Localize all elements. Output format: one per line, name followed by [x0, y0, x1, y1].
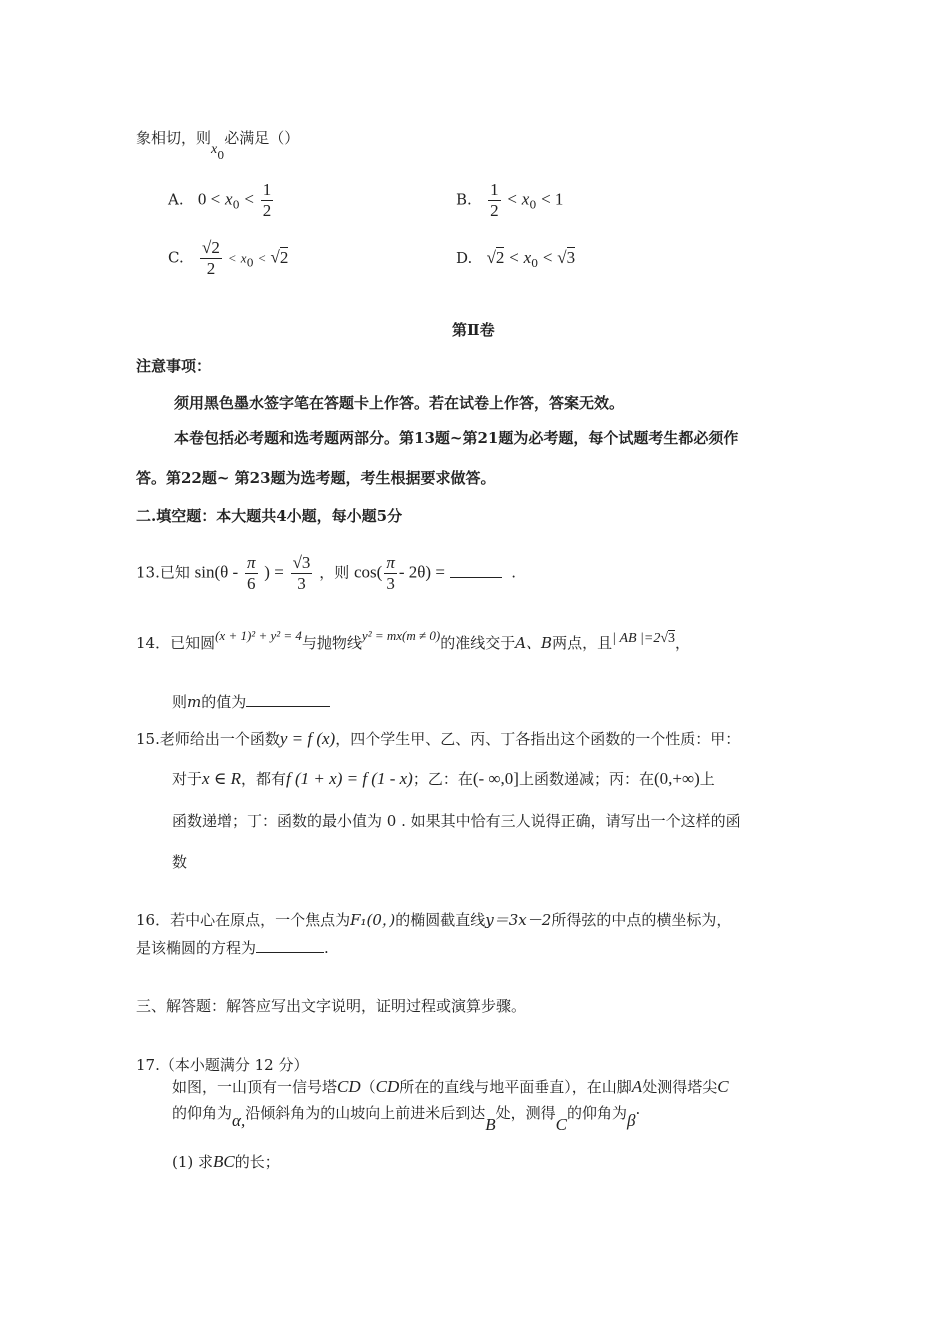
answer-blank[interactable]: [256, 952, 324, 953]
q15-line2: 对于x ∈ R，都有f (1 + x) = f (1 - x)；乙：在(- ∞,0]上函数递减；丙：在(0,+∞)上: [172, 769, 715, 788]
q17-line2: 的仰角为α,沿倾斜角为的山坡向上前进米后到达B处，测得C的仰角为β·: [172, 1104, 641, 1134]
q15-line1: 15.老师给出一个函数y = f (x)，四个学生甲、乙、丙、丁各指出这个函数的一个性质：甲：: [136, 729, 741, 748]
q14-line2: 则m的值为: [172, 692, 330, 712]
answer-blank[interactable]: [246, 706, 330, 707]
notice-line2: 本卷包括必考题和选考题两部分。第13题~第21题为必考题，每个试题考生都必须作: [174, 429, 739, 447]
notice-heading: 注意事项：: [136, 357, 212, 375]
fraction: $\frac{\pi}{6}$: [246, 553, 256, 593]
q17-sub1: (1) 求BC的长；: [172, 1152, 280, 1171]
notice-line1: 须用黑色墨水签字笔在答题卡上作答。若在试卷上作答，答案无效。: [174, 394, 625, 412]
section2-heading: 二.填空题：本大题共4小题，每小题5分: [136, 507, 403, 525]
q16-line1: 16．若中心在原点，一个焦点为F₁(0，)的椭圆截直线y＝3x－2所得弦的中点的横坐标为，: [136, 911, 732, 929]
fraction: $\frac{√3}{3}$: [292, 553, 311, 593]
fraction: $\frac{√2}{2}$: [202, 238, 220, 278]
q16-line2: 是该椭圆的方程为 .: [136, 939, 329, 957]
q17-line1: 如图，一山顶有一信号塔CD（CD所在的直线与地平面垂直），在山脚A处测得塔尖C: [172, 1077, 729, 1096]
option-a: A. $0 < x_0$ < $\frac{1}{2}$: [168, 180, 272, 220]
fraction: $\frac{\pi}{3}$: [386, 553, 395, 593]
answer-blank[interactable]: [450, 577, 502, 578]
q15-line4: 数: [172, 853, 188, 871]
option-c: C. $\frac{√2}{2}$ < $x_0 < √2$: [168, 238, 289, 278]
q17-header: 17.（本小题满分 12 分）: [136, 1056, 309, 1074]
notice-line3: 答。第22题~ 第23题为选考题，考生根据要求做答。: [136, 469, 496, 487]
part2-title: 第Ⅱ卷: [452, 321, 495, 339]
section3-heading: 三、解答题：解答应写出文字说明，证明过程或演算步骤。: [136, 997, 527, 1015]
option-d: D. $√2 < x_0 < √3$: [456, 248, 576, 270]
q14: 14．已知圆(x + 1)² + y² = 4与抛物线y² = mx(m ≠ 0)的准线交于A、B两点，且| AB |=2√3，: [136, 628, 691, 652]
q12-tail: 象相切，则$x_0$必满足（）: [136, 129, 300, 162]
fraction: $\frac{1}{2}$: [262, 180, 272, 220]
q13: 13.已知 sin(θ - $\frac{\pi}{6}$ ) = $\frac{√3}{3}$ ，则 cos( $\frac{\pi}{3}$ - 2θ) = .: [136, 553, 517, 593]
option-b: B. $\frac{1}{2}$ < $x_0 < 1$: [456, 180, 564, 220]
fraction: $\frac{1}{2}$: [490, 180, 499, 220]
q15-line3: 函数递增；丁：函数的最小值为 0 . 如果其中恰有三人说得正确，请写出一个这样的函: [172, 812, 741, 830]
